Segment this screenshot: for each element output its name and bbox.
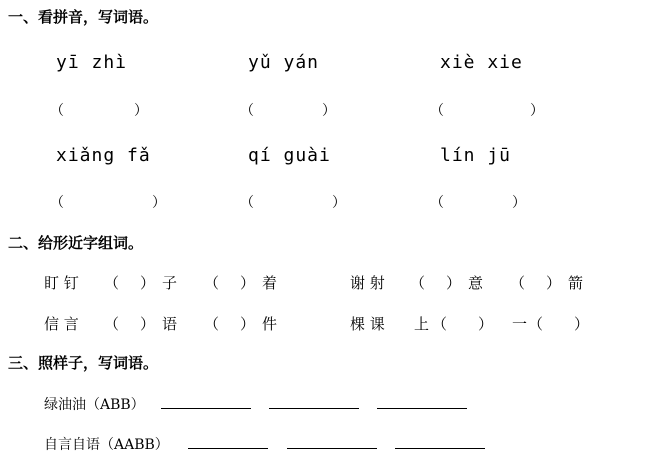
example-word: 绿油油（ABB） xyxy=(44,397,145,413)
answer-paren-right: ） xyxy=(512,195,526,211)
word-char: 件 xyxy=(262,315,278,333)
word-char: 意 xyxy=(468,274,484,292)
blank-paren-right: ） xyxy=(140,315,156,333)
answer-paren-right: ） xyxy=(332,195,346,211)
section3-title: 三、照样子，写词语。 xyxy=(8,354,159,372)
blank-paren-left: （ xyxy=(510,274,526,292)
char-pair: 盯 钉 xyxy=(44,274,79,292)
answer-paren-right: ） xyxy=(530,103,544,119)
pinyin-3: xiè xie xyxy=(440,52,523,73)
answer-line[interactable] xyxy=(161,394,251,409)
blank-paren-left: （ xyxy=(104,274,120,292)
blank-paren-left: （ xyxy=(204,274,220,292)
answer-paren-left: （ xyxy=(240,195,254,211)
blank-paren-left: （ xyxy=(204,315,220,333)
char-pair: 谢 射 xyxy=(350,274,385,292)
section2-title: 二、给形近字组词。 xyxy=(8,234,144,252)
pinyin-6: lín jū xyxy=(440,145,512,166)
blank-paren-right: ） xyxy=(446,274,462,292)
answer-line[interactable] xyxy=(395,434,485,449)
answer-line[interactable] xyxy=(269,394,359,409)
example-word: 自言自语（AABB） xyxy=(44,437,169,453)
pinyin-4: xiǎng fǎ xyxy=(56,145,151,166)
section1-title: 一、看拼音，写词语。 xyxy=(8,8,159,26)
answer-paren-left: （ xyxy=(430,195,444,211)
blank-paren-left: （ xyxy=(432,315,448,333)
answer-paren-left: （ xyxy=(50,195,64,211)
pinyin-1: yī zhì xyxy=(56,52,128,73)
word-char: 子 xyxy=(162,274,178,292)
pinyin-2: yǔ yán xyxy=(248,52,320,73)
blank-paren-left: （ xyxy=(528,315,544,333)
word-char: 箭 xyxy=(568,274,584,292)
word-char: 上 xyxy=(414,315,430,333)
blank-paren-left: （ xyxy=(410,274,426,292)
word-char: 一 xyxy=(512,315,528,333)
blank-paren-right: ） xyxy=(546,274,562,292)
answer-paren-left: （ xyxy=(430,103,444,119)
blank-paren-right: ） xyxy=(478,315,494,333)
blank-paren-right: ） xyxy=(240,274,256,292)
word-char: 着 xyxy=(262,274,278,292)
word-char: 语 xyxy=(162,315,178,333)
answer-paren-left: （ xyxy=(50,103,64,119)
blank-paren-left: （ xyxy=(104,315,120,333)
blank-paren-right: ） xyxy=(140,274,156,292)
answer-paren-right: ） xyxy=(152,195,166,211)
answer-paren-right: ） xyxy=(134,103,148,119)
answer-paren-right: ） xyxy=(322,103,336,119)
blank-paren-right: ） xyxy=(240,315,256,333)
pinyin-5: qí guài xyxy=(248,145,331,166)
answer-line[interactable] xyxy=(287,434,377,449)
answer-line[interactable] xyxy=(377,394,467,409)
blank-paren-right: ） xyxy=(574,315,590,333)
answer-line[interactable] xyxy=(188,434,268,449)
answer-paren-left: （ xyxy=(240,103,254,119)
char-pair: 棵 课 xyxy=(350,315,385,333)
char-pair: 信 言 xyxy=(44,315,79,333)
